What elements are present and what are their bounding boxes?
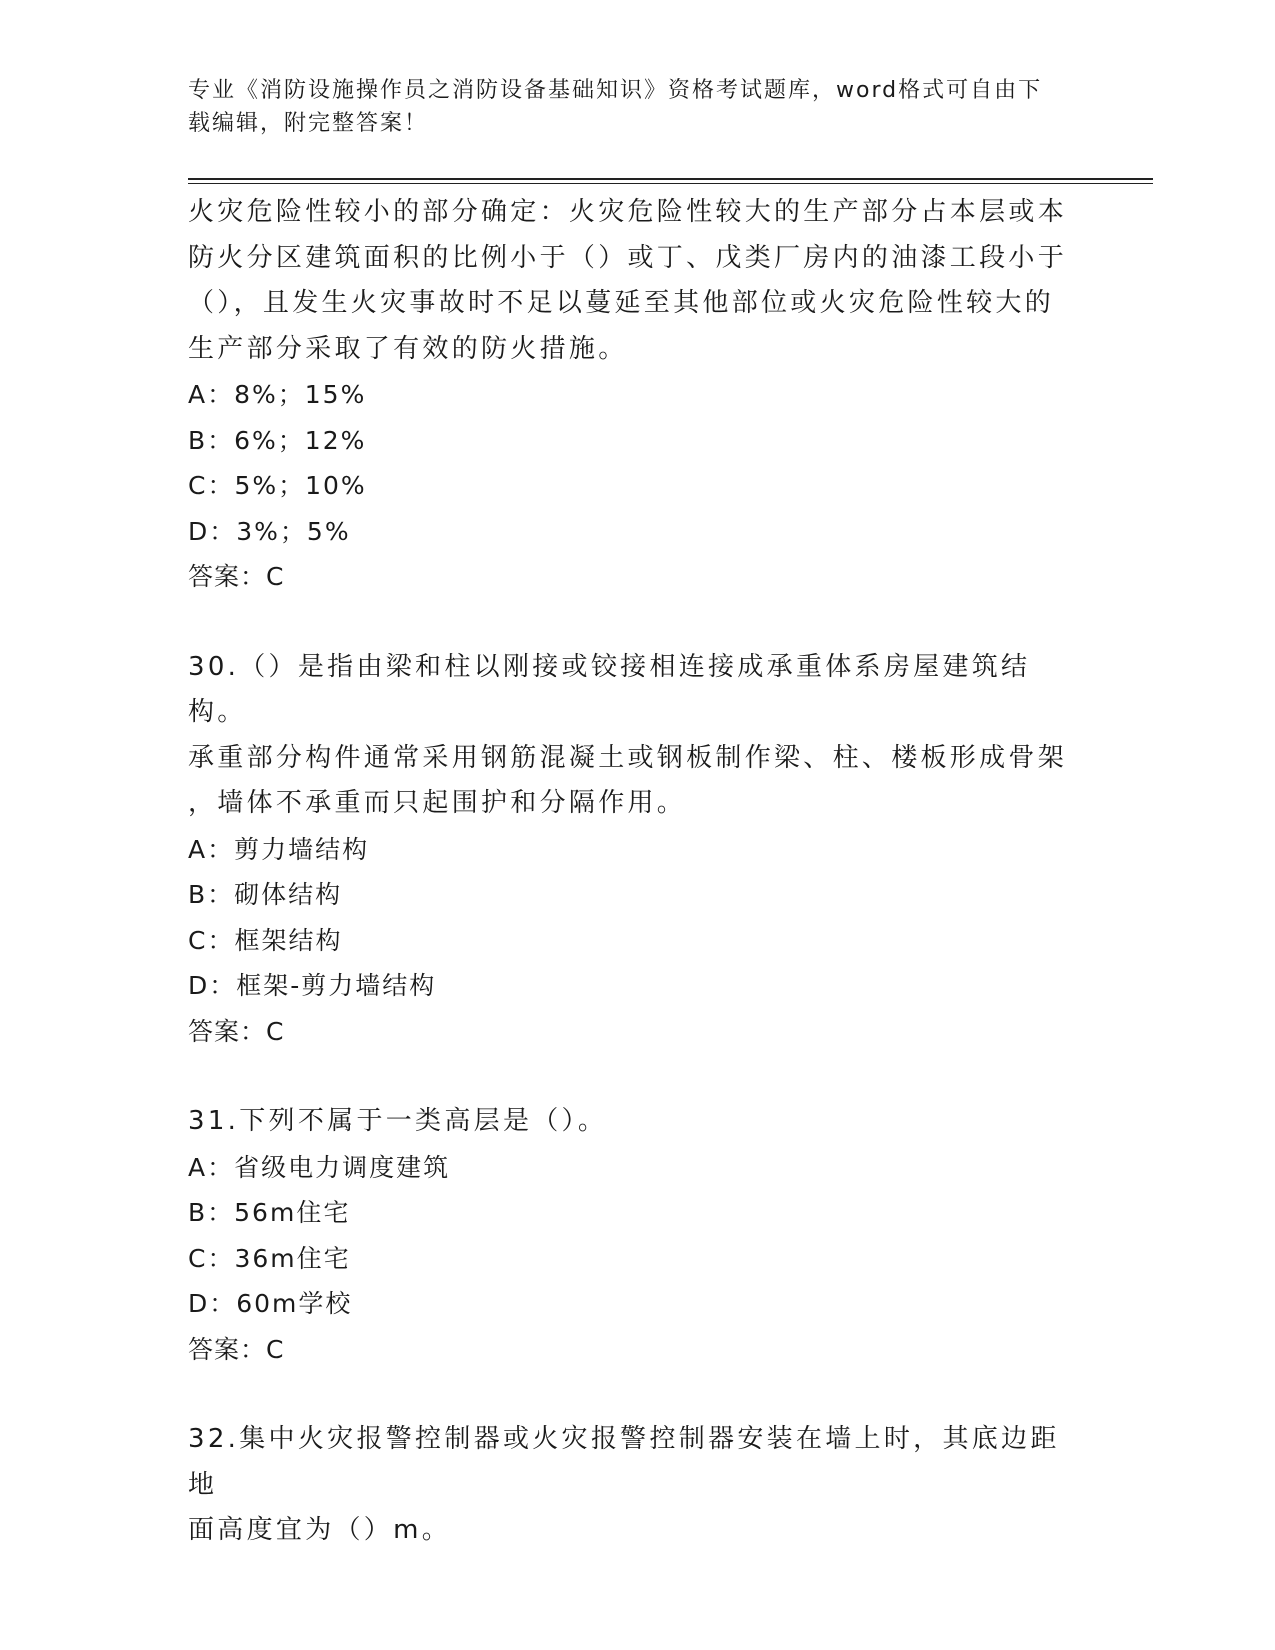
- option-b: B：56m住宅: [188, 1198, 351, 1227]
- option-c: C：5%；10%: [188, 471, 367, 500]
- question-stem-line: 火灾危险性较小的部分确定：火灾危险性较大的生产部分占本层或本: [188, 197, 1068, 227]
- question-stem-line: （），且发生火灾事故时不足以蔓延至其他部位或火灾危险性较大的: [188, 288, 1055, 318]
- spacer: [188, 1372, 1068, 1417]
- question-stem-line: ，墙体不承重而只起围护和分隔作用。: [188, 788, 687, 818]
- question-30: [188, 645, 1068, 1055]
- option-d: D：3%；5%: [188, 516, 351, 546]
- question-stem-line: 31.下列不属于一类高层是（）。: [188, 1106, 608, 1136]
- answer-line: [188, 1009, 1068, 1055]
- header-divider-thick: [188, 178, 1153, 180]
- option-a: A：省级电力调度建筑: [188, 1152, 451, 1182]
- question-stem-line: 生产部分采取了有效的防火措施。: [188, 333, 628, 364]
- header-divider-thin: [188, 183, 1153, 184]
- answer-line: [188, 554, 1068, 600]
- option-d: D：框架-剪力墙结构: [188, 971, 437, 1000]
- answer-line: [188, 1327, 1068, 1373]
- question-stem-line: 承重部分构件通常采用钢筋混凝土或钢板制作梁、柱、楼板形成骨架: [188, 742, 1068, 773]
- option-a: A：剪力墙结构: [188, 834, 370, 864]
- header-line-2: 载编辑，附完整答案！: [188, 111, 429, 136]
- option-c: C：框架结构: [188, 925, 343, 955]
- question-31: [188, 1099, 1068, 1372]
- document-header: [188, 74, 1068, 140]
- answer-value: C: [266, 562, 285, 591]
- answer-label: 答案：: [188, 1016, 267, 1046]
- option-c: C：36m住宅: [188, 1243, 351, 1273]
- answer-value: C: [266, 1334, 285, 1364]
- option-b: B：砌体结构: [188, 880, 343, 909]
- question-stem-line: 防火分区建筑面积的比例小于（）或丁、戊类厂房内的油漆工段小于: [188, 242, 1068, 273]
- question-stem-line: 32.集中火灾报警控制器或火灾报警控制器安装在墙上时，其底边距地: [188, 1424, 1060, 1500]
- question-29: [188, 190, 1068, 600]
- answer-value: C: [266, 1016, 285, 1046]
- question-list: [188, 190, 1068, 1554]
- spacer: [188, 1054, 1068, 1099]
- answer-label: 答案：: [188, 1334, 267, 1364]
- option-b: B：6%；12%: [188, 425, 367, 455]
- option-d: D：60m学校: [188, 1289, 353, 1318]
- option-a: A：8%；15%: [188, 380, 367, 409]
- question-32: [188, 1417, 1068, 1554]
- header-line-1: 专业《消防设施操作员之消防设备基础知识》资格考试题库，word格式可自由下: [188, 78, 1043, 103]
- answer-label: 答案：: [188, 562, 267, 591]
- spacer: [188, 600, 1068, 645]
- question-stem-line: 30.（）是指由梁和柱以刚接或铰接相连接成承重体系房屋建筑结构。: [188, 651, 1031, 727]
- question-stem-line: 面高度宜为（）m。: [188, 1515, 452, 1545]
